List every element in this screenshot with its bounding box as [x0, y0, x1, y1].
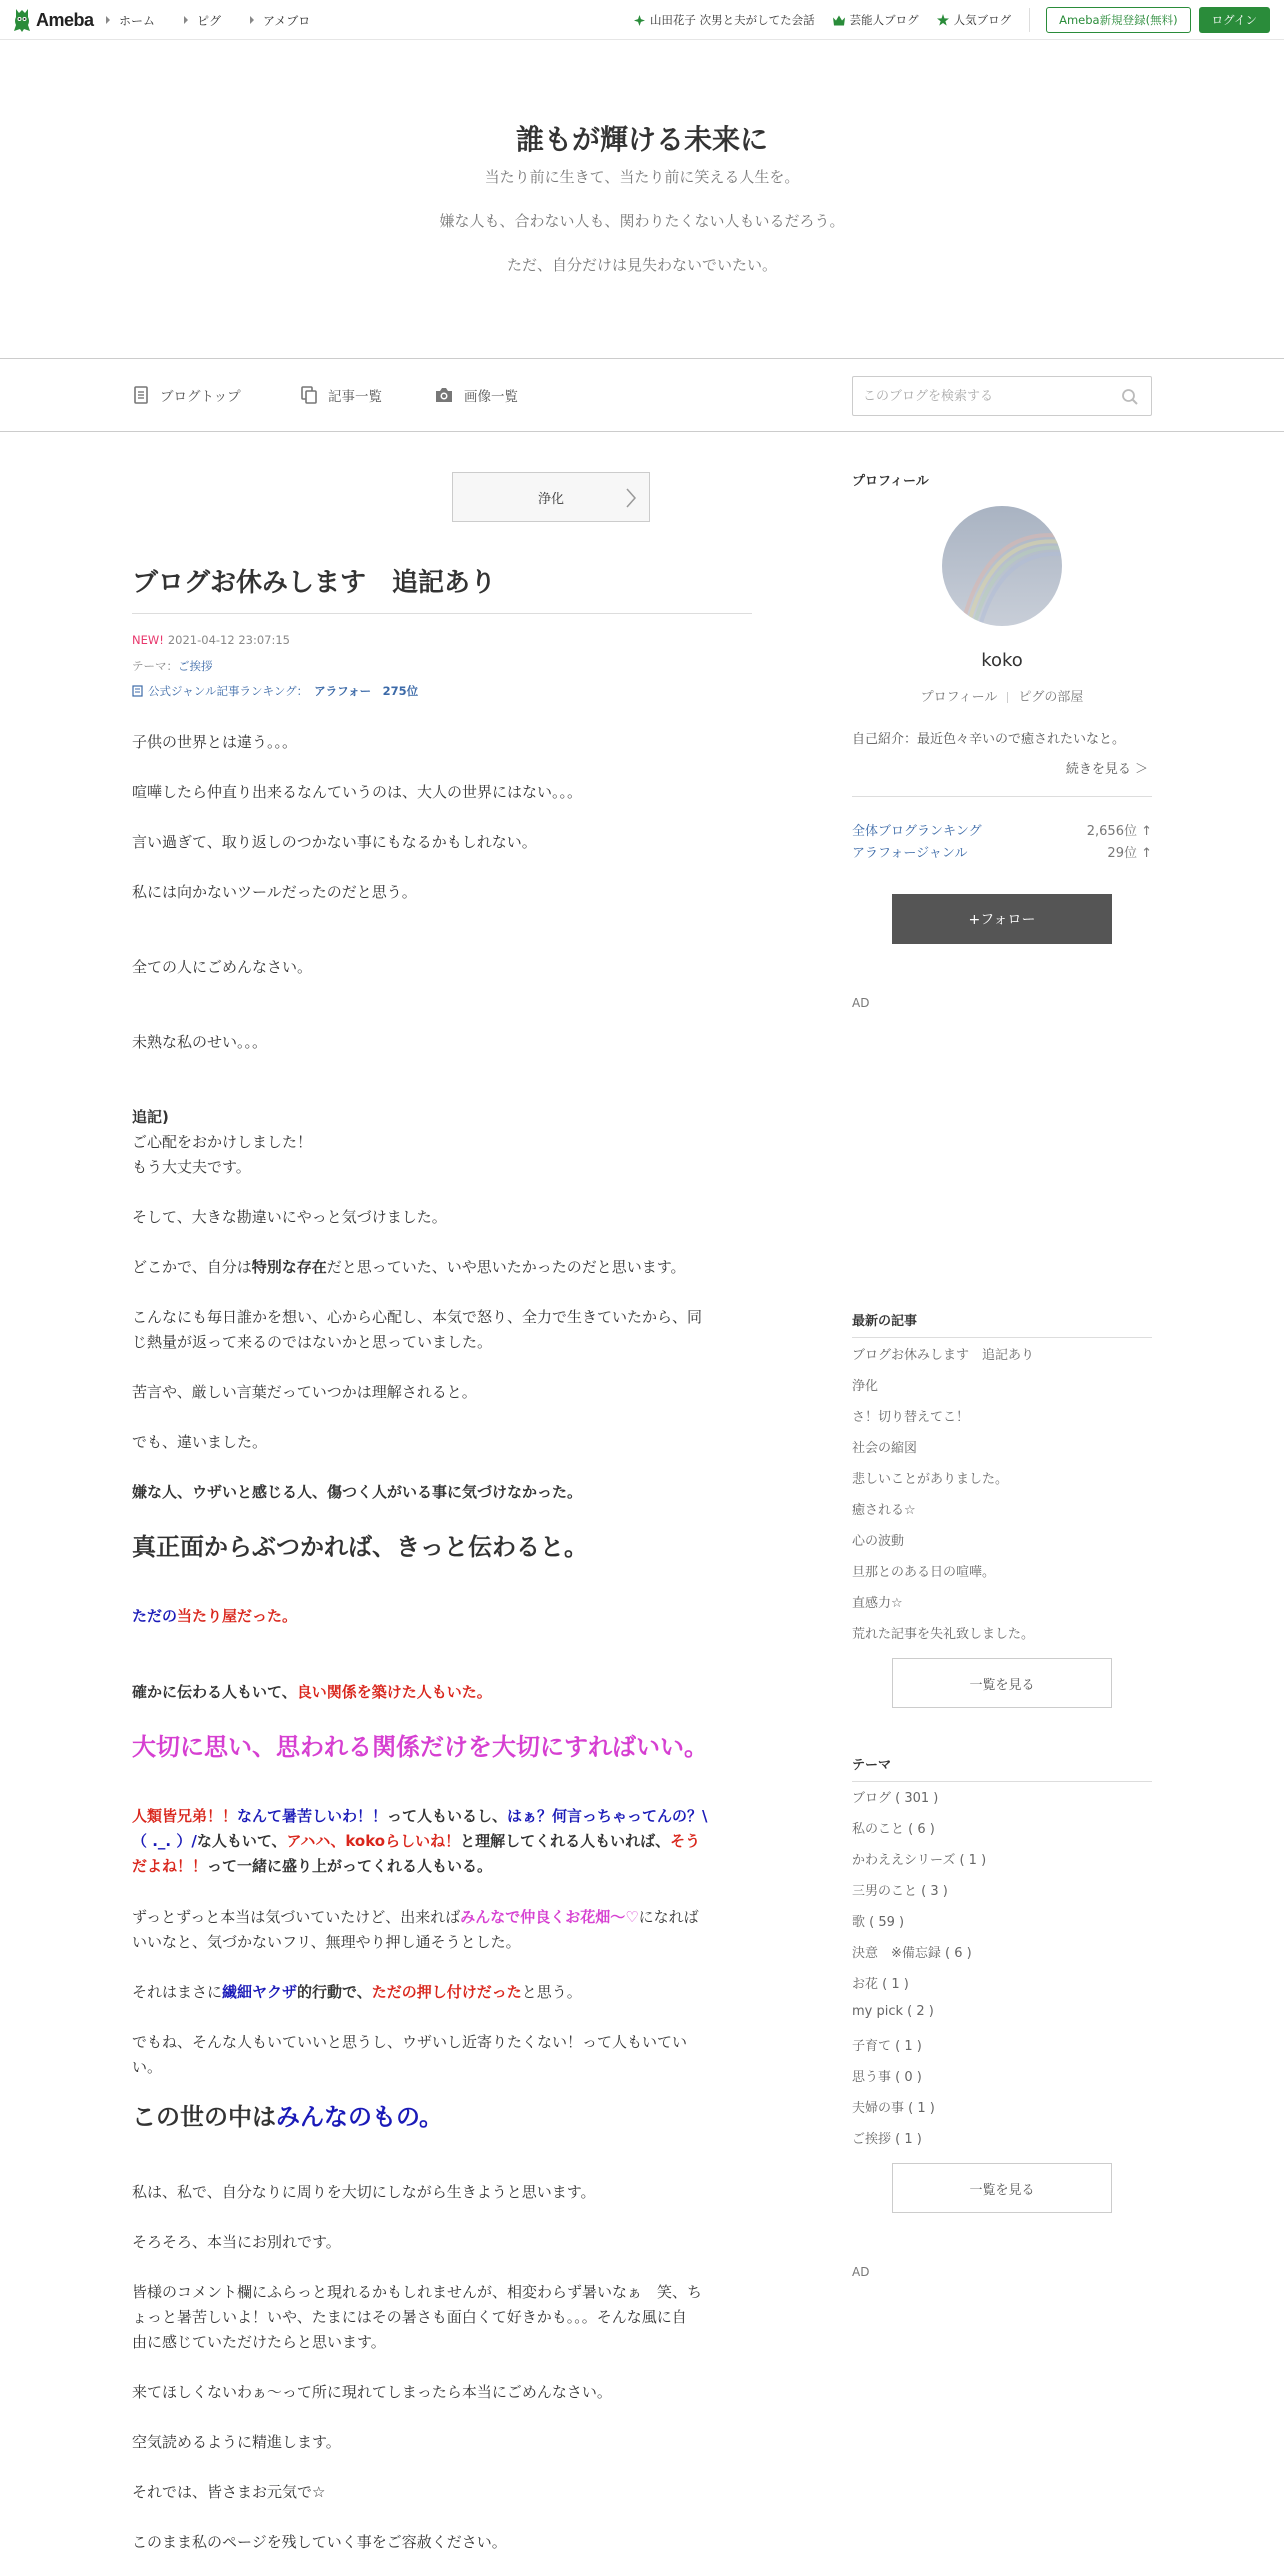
- paragraph: ご心配をおかけしました！: [132, 1133, 313, 1151]
- theme-link[interactable]: 子育て ( 1 ): [852, 2039, 922, 2054]
- nav-home[interactable]: [105, 12, 155, 29]
- popular-blog-label: 人気ブログ: [953, 13, 1012, 27]
- ad-label: AD: [852, 996, 870, 1010]
- avatar[interactable]: [942, 506, 1062, 626]
- ameba-logo-icon: [12, 7, 32, 33]
- crown-icon: [833, 15, 845, 26]
- text-span: って一緒に盛り上がってくれる人もいる。: [207, 1857, 493, 1875]
- register-button[interactable]: Ameba新規登録(無料): [1046, 7, 1190, 33]
- theme-link[interactable]: my pick ( 2 ): [852, 2004, 934, 2019]
- emphasis-heading: 大切に思い、思われる関係だけを大切にすればいい。: [132, 1733, 708, 1761]
- global-header: [0, 0, 1284, 40]
- paragraph: 空気読めるように精進します。: [132, 2433, 341, 2451]
- text-span: って人もいるし、: [387, 1807, 508, 1825]
- text-span: この世の中は: [132, 2103, 276, 2131]
- celebrity-blog-label: 芸能人ブログ: [849, 13, 919, 27]
- nav-home-label: ホーム: [119, 13, 156, 28]
- text-span: みんなで仲良くお花畑〜♡: [460, 1908, 639, 1926]
- trending-topic-label: 山田花子 次男と夫がしてた会話: [649, 13, 815, 27]
- text-span: だと思っていた、いや思いたかったのだと思います。: [326, 1258, 686, 1276]
- paragraph: [132, 1255, 752, 1280]
- recent-entry-link[interactable]: 荒れた記事を失礼致しました。: [852, 1627, 1035, 1642]
- copy-icon: [300, 386, 318, 404]
- follow-button[interactable]: +フォロー: [892, 894, 1112, 944]
- entry-date: [132, 633, 290, 647]
- theme-link[interactable]: 私のこと ( 6 ): [852, 1822, 935, 1837]
- theme-link[interactable]: 夫婦の事 ( 1 ): [852, 2101, 935, 2116]
- genre-ranking-label: アラフォージャンル: [852, 846, 968, 861]
- recent-entry-link[interactable]: 社会の縮図: [852, 1441, 918, 1456]
- overall-ranking-label: 全体ブログランキング: [852, 824, 982, 839]
- text-span: なんて暑苦しいわ！！: [237, 1807, 388, 1825]
- nav-ameblo[interactable]: [249, 12, 310, 29]
- chevron-right-icon: [625, 488, 637, 508]
- global-nav: [105, 0, 338, 40]
- paragraph: [132, 2030, 752, 2080]
- text-span: 繊細ヤクザ: [222, 1983, 298, 2001]
- text-span: はぁ？何言っちゃってんの？\: [507, 1807, 708, 1825]
- profile-intro: 自己紹介：最近色々辛いので癒されたいなと。: [852, 732, 1126, 747]
- paragraph: そろそろ、本当にお別れです。: [132, 2233, 341, 2251]
- entry-list-link[interactable]: [300, 385, 382, 405]
- paragraph: [132, 1804, 752, 1879]
- blog-search-input[interactable]: [853, 377, 1103, 415]
- theme-link[interactable]: 歌 ( 59 ): [852, 1915, 905, 1930]
- recent-entry-link[interactable]: 癒される☆: [852, 1503, 916, 1518]
- blog-description-line: ただ、自分だけは見失わないでいたい。: [506, 256, 777, 274]
- blog-description-line: 嫌な人も、合わない人も、関わりたくない人もいるだろう。: [439, 212, 845, 230]
- sparkle-icon: [634, 15, 645, 26]
- celebrity-blog-link[interactable]: [833, 12, 919, 28]
- text-span: と思う。: [521, 1983, 582, 2001]
- theme-link[interactable]: ご挨拶 ( 1 ): [852, 2132, 922, 2147]
- profile-links: [852, 686, 1152, 705]
- text-span: ただの押し付けだった: [371, 1983, 522, 2001]
- image-list-link[interactable]: [434, 385, 518, 405]
- paragraph: 私には向かないツールだったのだと思う。: [132, 883, 417, 901]
- genre-ranking-value: 29位 ↑: [1107, 846, 1152, 861]
- text-span: だよね！！: [132, 1857, 208, 1875]
- text-span: ただの: [132, 1607, 178, 1625]
- recent-entry-link[interactable]: さ！切り替えてこ！: [852, 1410, 970, 1425]
- paragraph: [132, 1905, 752, 1955]
- text-line: い。: [132, 2058, 163, 2076]
- text-line: 皆様のコメント欄にふらっと現れるかもしれませんが、相変わらず暑いなぁ 笑、ち: [132, 2283, 703, 2301]
- paragraph: そして、大きな勘違いにやっと気づけました。: [132, 1208, 447, 1226]
- paragraph: このまま私のページを残していく事をご容赦ください。: [132, 2533, 507, 2551]
- genre-ranking[interactable]: [852, 842, 1152, 861]
- ad-label: AD: [852, 2265, 870, 2279]
- paragraph: 来てほしくないわぁ〜って所に現れてしまったら本当にごめんなさい。: [132, 2383, 612, 2401]
- text-span: 当たり屋だった。: [177, 1607, 298, 1625]
- blog-nav: [0, 358, 1284, 432]
- paragraph: 全ての人にごめんなさい。: [132, 958, 313, 976]
- text-span: （ ._. ）/: [132, 1832, 197, 1850]
- new-badge: NEW!: [132, 633, 164, 647]
- theme-more-button[interactable]: 一覧を見る: [892, 2163, 1112, 2213]
- image-list-label: 画像一覧: [464, 389, 518, 405]
- paragraph: 子供の世界とは違う。。。: [132, 733, 298, 751]
- paragraph: 喧嘩したら仲直り出来るなんていうのは、大人の世界にはない。。。: [132, 783, 583, 801]
- star-icon: [937, 14, 949, 26]
- previous-entry-label: 浄化: [537, 491, 564, 507]
- paragraph: [132, 2280, 752, 2355]
- paragraph: 嫌な人、ウザいと感じる人、傷つく人がいる事に気づけなかった。: [132, 1483, 583, 1501]
- recent-entry-link[interactable]: 心の波動: [852, 1534, 905, 1549]
- recent-entry-link[interactable]: 悲しいことがありました。: [852, 1472, 1009, 1487]
- paragraph: 未熟な私のせい。。。: [132, 1033, 268, 1051]
- paragraph: [132, 1604, 752, 1629]
- popular-blog-link[interactable]: [937, 12, 1012, 28]
- addendum-block: [132, 1105, 752, 1180]
- text-span: になれば: [638, 1908, 699, 1926]
- recent-entries-more-button[interactable]: 一覧を見る: [892, 1658, 1112, 1708]
- text-span: 的行動で、: [297, 1983, 372, 2001]
- genre-ranking-link[interactable]: [132, 683, 418, 699]
- ameba-logo-text: Ameba: [36, 9, 94, 30]
- document-icon: [132, 386, 150, 404]
- text-line: じ熱量が返って来るのではないかと思っていました。: [132, 1333, 493, 1351]
- theme-link[interactable]: お花 ( 1 ): [852, 1977, 909, 1992]
- text-span: と理解してくれる人もいれば、: [460, 1832, 671, 1850]
- search-icon[interactable]: [1121, 388, 1139, 406]
- chevron-right-icon: [249, 16, 255, 24]
- divider: [1007, 692, 1008, 703]
- text-span: 確かに伝わる人もいて、: [132, 1683, 297, 1701]
- rainbow-photo: [942, 506, 1062, 626]
- addendum-heading: 追記): [132, 1108, 169, 1126]
- profile-more-link[interactable]: 続きを見る ＞: [1065, 762, 1148, 777]
- overall-ranking[interactable]: [852, 820, 1152, 839]
- profile-heading: プロフィール: [852, 474, 929, 489]
- text-line: [132, 1804, 752, 1829]
- nav-pig[interactable]: [183, 12, 221, 29]
- nav-ameblo-label: アメブロ: [263, 13, 311, 28]
- previous-entry-button[interactable]: [452, 472, 650, 522]
- text-span: そう: [670, 1832, 701, 1850]
- text-line: [132, 1829, 752, 1854]
- emphasis-heading: [132, 2102, 752, 2132]
- text-line: こんなにも毎日誰かを想い、心から心配し、本気で怒り、全力で生きていたから、同: [132, 1308, 703, 1326]
- theme-link[interactable]: ご挨拶: [178, 659, 213, 673]
- paragraph: [132, 1980, 752, 2005]
- theme-link[interactable]: かわええシリーズ ( 1 ): [852, 1853, 987, 1868]
- text-span: どこかで、自分は: [132, 1258, 252, 1276]
- divider: [1029, 8, 1030, 32]
- nav-pig-label: ピグ: [197, 13, 222, 28]
- text-line: [132, 1905, 752, 1930]
- recent-entry-link[interactable]: 直感力☆: [852, 1596, 903, 1611]
- text-line: でもね、そんな人もいていいと思うし、ウザいし近寄りたくない！って人もいてい: [132, 2033, 688, 2051]
- paragraph: 苦言や、厳しい言葉だっていつかは理解されると。: [132, 1383, 477, 1401]
- theme-link[interactable]: 思う事 ( 0 ): [852, 2070, 922, 2085]
- text-span: ずっとずっと本当は気づいていたけど、出来れば: [132, 1908, 461, 1926]
- text-span: みんなのもの。: [276, 2103, 444, 2131]
- entry-list-label: 記事一覧: [328, 389, 382, 405]
- overall-ranking-value: 2,656位 ↑: [1086, 824, 1152, 839]
- blog-top-link[interactable]: [132, 385, 241, 405]
- ranking-icon: [132, 685, 143, 697]
- paragraph: 私は、私で、自分なりに周りを大切にしながら生きようと思います。: [132, 2183, 596, 2201]
- global-right-links: [616, 0, 1270, 40]
- theme-heading: テーマ: [852, 1754, 1152, 1782]
- trending-topic-link[interactable]: [634, 12, 815, 28]
- text-span: 特別な存在: [251, 1258, 327, 1276]
- recent-entry-link[interactable]: ブログお休みします 追記あり: [852, 1348, 1035, 1363]
- paragraph: [132, 1305, 752, 1355]
- emphasis-heading: 真正面からぶつかれば、きっと伝わると。: [132, 1533, 588, 1561]
- text-span: それはまさに: [132, 1983, 223, 2001]
- blog-top-label: ブログトップ: [160, 389, 241, 405]
- recent-entry-link[interactable]: 浄化: [852, 1379, 879, 1394]
- paragraph: [132, 1680, 752, 1705]
- divider: [852, 796, 1152, 797]
- chevron-right-icon: [183, 16, 189, 24]
- blog-description-line: 当たり前に生きて、当たり前に笑える人生を。: [484, 168, 800, 186]
- entry-theme: [132, 658, 213, 674]
- entry-title: ブログお休みします 追記あり: [132, 562, 752, 614]
- text-line: いいなと、気づかないフリ、無理やり押し通そうとした。: [132, 1933, 521, 1951]
- login-button[interactable]: ログイン: [1199, 7, 1270, 33]
- profile-name: koko: [981, 650, 1023, 671]
- text-line: [132, 1854, 752, 1879]
- pig-room-link[interactable]: ピグの部屋: [1018, 690, 1084, 705]
- text-span: な人もいて、: [196, 1832, 287, 1850]
- theme-link[interactable]: 三男のこと ( 3 ): [852, 1884, 948, 1899]
- text-span: 良い関係を築けた人もいた。: [296, 1683, 492, 1701]
- ranking-value: アラフォー 275位: [314, 684, 419, 698]
- theme-link[interactable]: ブログ ( 301 ): [852, 1791, 939, 1806]
- ranking-label: 公式ジャンル記事ランキング：: [148, 684, 309, 698]
- text-span: 人類皆兄弟！！: [132, 1807, 238, 1825]
- recent-entries-heading: 最新の記事: [852, 1310, 1152, 1338]
- recent-entry-link[interactable]: 旦那とのある日の喧嘩。: [852, 1565, 996, 1580]
- paragraph: もう大丈夫です。: [132, 1158, 251, 1176]
- text-line: 由に感じていただけたらと思います。: [132, 2333, 386, 2351]
- text-span: アハハ、kokoらしいね！: [286, 1832, 461, 1850]
- chevron-right-icon: [105, 16, 111, 24]
- profile-link[interactable]: プロフィール: [920, 690, 998, 705]
- paragraph: 言い過ぎて、取り返しのつかない事にもなるかもしれない。: [132, 833, 537, 851]
- ameba-logo[interactable]: [12, 7, 94, 33]
- paragraph: それでは、皆さまお元気で☆: [132, 2483, 326, 2501]
- theme-label: テーマ：: [132, 659, 178, 673]
- theme-link[interactable]: 決意 ※備忘録 ( 6 ): [852, 1946, 972, 1961]
- entry-datetime: 2021-04-12 23:07:15: [167, 633, 290, 647]
- blog-header: [0, 40, 1284, 358]
- paragraph: でも、違いました。: [132, 1433, 268, 1451]
- blog-search: [852, 376, 1152, 416]
- blog-title[interactable]: 誰もが輝ける未来に: [515, 123, 768, 156]
- text-line: ょっと暑苦しいよ！いや、たまにはその暑さも面白くて好きかも。。。そんな風に自: [132, 2308, 687, 2326]
- camera-icon: [434, 386, 454, 404]
